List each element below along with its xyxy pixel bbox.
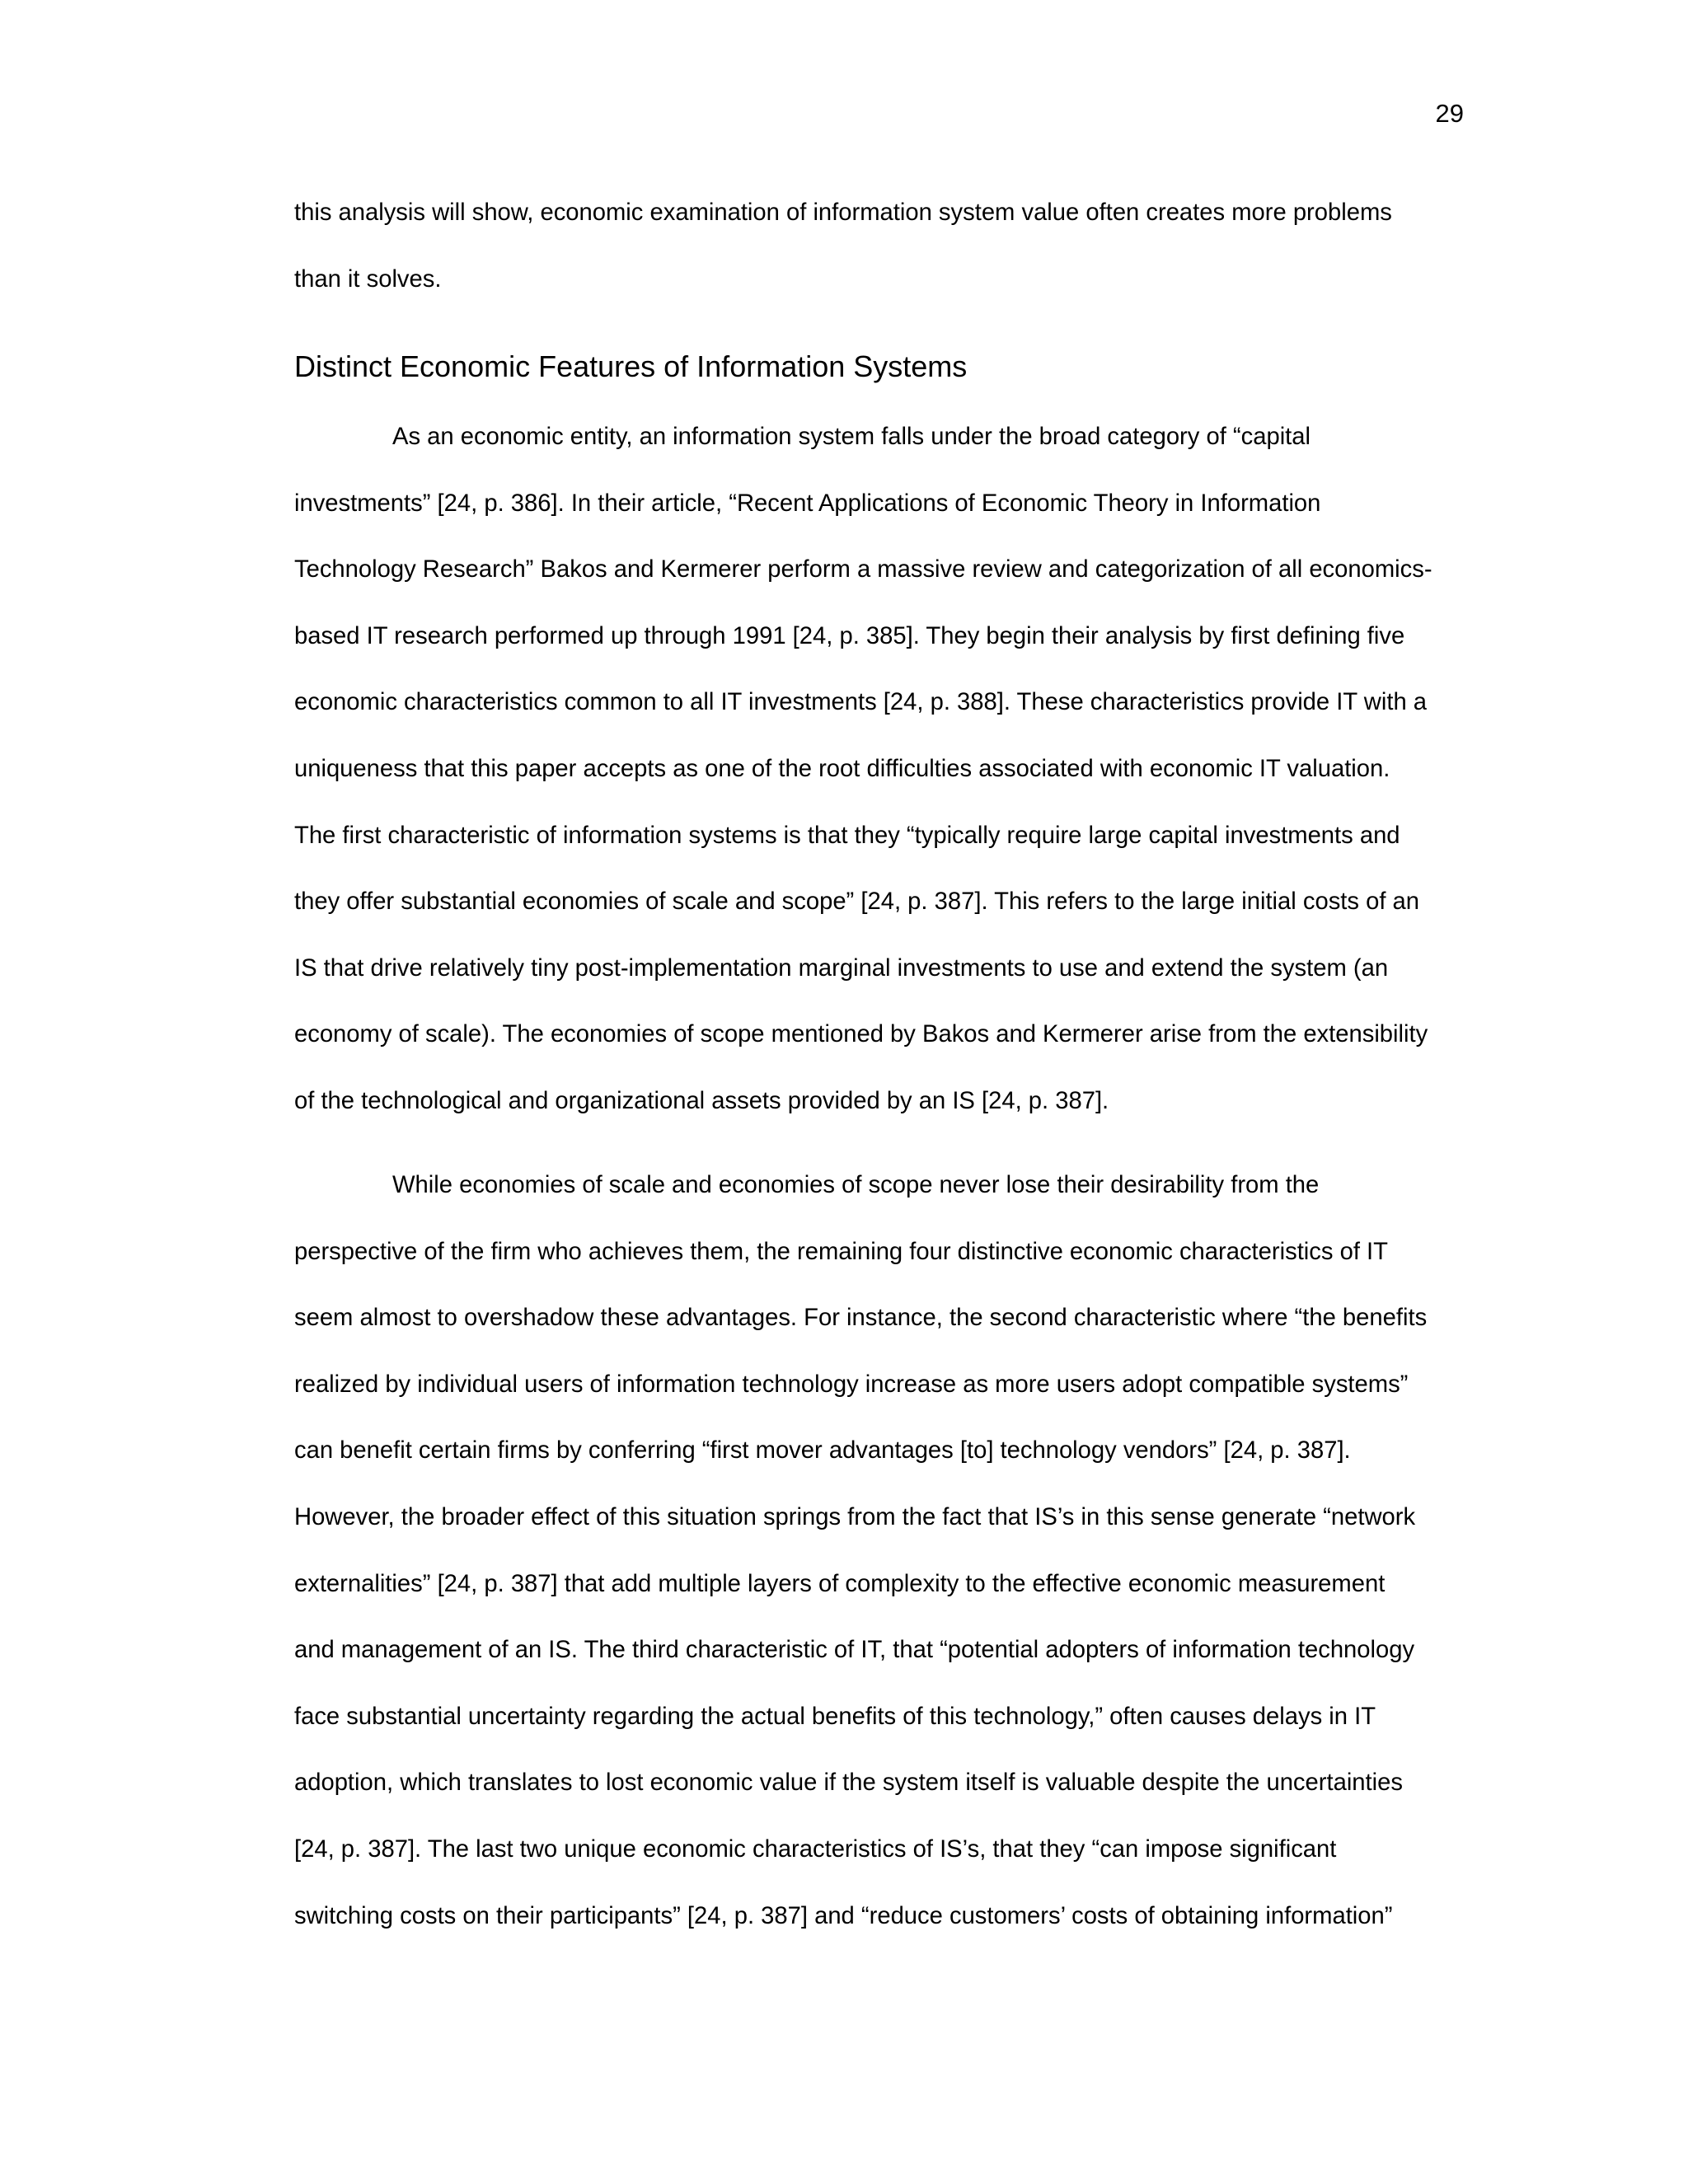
text-line: investments” [24, p. 386]. In their article, “Recent Applications of Economic Theory in Information bbox=[294, 490, 1321, 517]
text-line: As an economic entity, an information system falls under the broad category of “capital bbox=[392, 424, 1311, 450]
text-line: face substantial uncertainty regarding the actual benefits of this technology,” often causes delays in IT bbox=[294, 1703, 1376, 1730]
intro-paragraph bbox=[294, 180, 1481, 312]
text-line: externalities” [24, p. 387] that add multiple layers of complexity to the effective economic measurement bbox=[294, 1570, 1386, 1597]
text-line: than it solves. bbox=[294, 265, 442, 293]
text-line: economic characteristics common to all IT investments [24, p. 388]. These characteristics provide IT with a bbox=[294, 689, 1428, 716]
text-line: However, the broader effect of this situation springs from the fact that IS’s in this sense generate “network bbox=[294, 1503, 1416, 1530]
page-number: 29 bbox=[1435, 99, 1464, 128]
text-line: based IT research performed up through 1991 [24, p. 385]. They begin their analysis by first defining five bbox=[294, 622, 1405, 649]
section-heading: Distinct Economic Features of Information Systems bbox=[294, 349, 968, 383]
text-line: and management of an IS. The third characteristic of IT, that “potential adopters of information technology bbox=[294, 1637, 1415, 1664]
text-line: can benefit certain firms by conferring “first mover advantages [to] technology vendors” [24, p. 387]. bbox=[294, 1437, 1351, 1465]
text-line: switching costs on their participants” [24, p. 387] and “reduce customers’ costs of obtaining information” bbox=[294, 1902, 1393, 1929]
text-line: perspective of the firm who achieves them, the remaining four distinctive economic characteristics of IT bbox=[294, 1238, 1388, 1265]
text-line: uniqueness that this paper accepts as one of the root difficulties associated with economic IT valuation. bbox=[294, 755, 1390, 782]
text-line: The first characteristic of information systems is that they “typically require large capital investments and bbox=[294, 822, 1400, 849]
text-line: of the technological and organizational assets provided by an IS [24, p. 387]. bbox=[294, 1087, 1109, 1114]
text-line: realized by individual users of information technology increase as more users adopt compatible systems” bbox=[294, 1371, 1409, 1398]
text-line: [24, p. 387]. The last two unique economic characteristics of IS’s, that they “can impose significant bbox=[294, 1835, 1337, 1863]
text-line: IS that drive relatively tiny post-implementation marginal investments to use and extend the system (an bbox=[294, 954, 1389, 982]
text-line: this analysis will show, economic examination of information system value often creates more problems bbox=[294, 199, 1392, 226]
text-line: While economies of scale and economies of scope never lose their desirability from the bbox=[392, 1172, 1320, 1198]
text-line: seem almost to overshadow these advantages. For instance, the second characteristic where “the benefits bbox=[294, 1305, 1428, 1332]
text-line: Technology Research” Bakos and Kermerer perform a massive review and categorization of all economics- bbox=[294, 556, 1432, 583]
text-line: they offer substantial economies of scale and scope” [24, p. 387]. This refers to the large initial costs of an bbox=[294, 888, 1420, 916]
paragraph-1 bbox=[294, 404, 1481, 1135]
text-line: adoption, which translates to lost economic value if the system itself is valuable despite the uncertainties bbox=[294, 1769, 1403, 1797]
paragraph-2 bbox=[294, 1152, 1481, 1949]
text-line: economy of scale). The economies of scope mentioned by Bakos and Kermerer arise from the extensibility bbox=[294, 1021, 1428, 1048]
